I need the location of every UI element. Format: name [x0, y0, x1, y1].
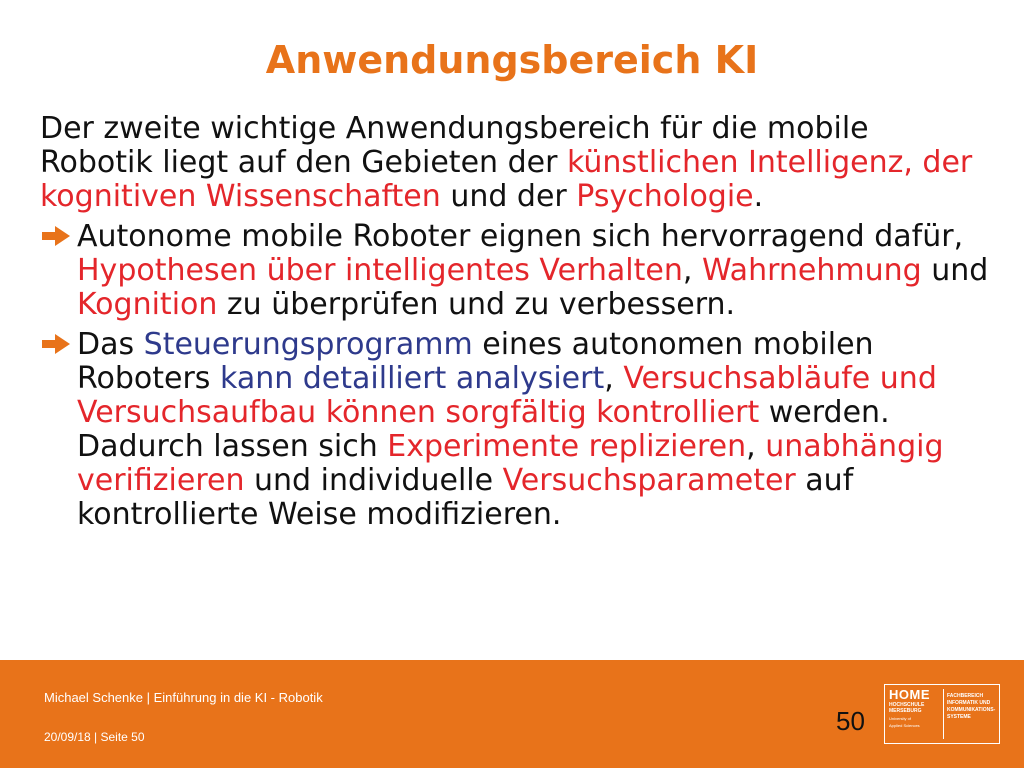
page-number: 50	[836, 706, 865, 736]
logo-sub2: MERSEBURG	[889, 708, 922, 714]
text-segment: und der	[440, 179, 577, 214]
logo-department	[947, 693, 999, 721]
logo-mark: HOME	[889, 687, 930, 702]
text-segment: eines autonomen mobilen Roboters	[77, 327, 874, 396]
logo-tiny1: University of	[889, 716, 912, 721]
slide-body	[40, 112, 990, 538]
highlight-segment: Versuchsparameter	[502, 463, 796, 498]
text-segment: ,	[746, 429, 766, 464]
logo-tiny2: Applied Sciences	[889, 723, 920, 728]
text-segment: zu überprüfen und zu verbessern.	[217, 287, 736, 322]
footer-bar	[0, 660, 1024, 768]
logo-right1: FACHBEREICH	[947, 693, 984, 699]
highlight-segment: Steuerungsprogramm	[143, 327, 473, 362]
logo-divider	[943, 689, 944, 739]
text-segment: auf kontrollierte Weise modifizieren.	[77, 463, 854, 532]
bullet-item	[40, 328, 990, 532]
text-segment: werden. Dadurch lassen sich	[77, 395, 890, 464]
arrow-right-icon	[40, 223, 72, 249]
highlight-segment: kann detailliert analysiert	[219, 361, 605, 396]
bullet-text	[77, 220, 990, 322]
highlight-segment: Kognition	[77, 287, 218, 322]
intro-paragraph	[40, 112, 990, 214]
logo-wordmark	[889, 688, 939, 728]
text-segment: Der zweite wichtige Anwendungsbereich für die mobile Robotik liegt auf den Gebieten der	[40, 111, 869, 180]
arrow-right-icon	[40, 331, 72, 357]
highlight-segment: Wahrnehmung	[701, 253, 922, 288]
highlight-segment: künstlichen Intelligenz, der kognitiven Wissenschaften	[40, 145, 973, 214]
text-segment: ,	[604, 361, 624, 396]
footer-date: 20/09/18 | Seite 50	[44, 730, 145, 744]
logo-sub1: HOCHSCHULE	[889, 702, 925, 708]
logo-right3: KOMMUNIKATIONS-	[947, 707, 996, 713]
bullet-item	[40, 220, 990, 322]
highlight-segment: unabhängig verifizieren	[77, 429, 944, 498]
text-segment: Autonome mobile Roboter eignen sich hervorragend dafür,	[77, 219, 964, 254]
highlight-segment: Experimente replizieren	[387, 429, 747, 464]
text-segment: .	[753, 179, 764, 214]
highlight-segment: Hypothesen über intelligentes Verhalten	[77, 253, 683, 288]
university-logo	[884, 684, 1000, 744]
bullet-text	[77, 328, 990, 532]
text-segment: ,	[682, 253, 702, 288]
highlight-segment: Versuchsabläufe und Versuchsaufbau können sorgfältig kontrolliert	[77, 361, 937, 430]
logo-right2: INFORMATIK UND	[947, 700, 991, 706]
text-segment: und individuelle	[244, 463, 503, 498]
footer-author: Michael Schenke | Einführung in die KI - Robotik	[44, 690, 323, 705]
highlight-segment: Psychologie	[576, 179, 754, 214]
logo-right4: SYSTEME	[947, 714, 971, 720]
slide-title: Anwendungsbereich KI	[265, 38, 759, 82]
bullet-list	[40, 220, 990, 532]
text-segment: Das	[77, 327, 144, 362]
text-segment: und	[921, 253, 989, 288]
